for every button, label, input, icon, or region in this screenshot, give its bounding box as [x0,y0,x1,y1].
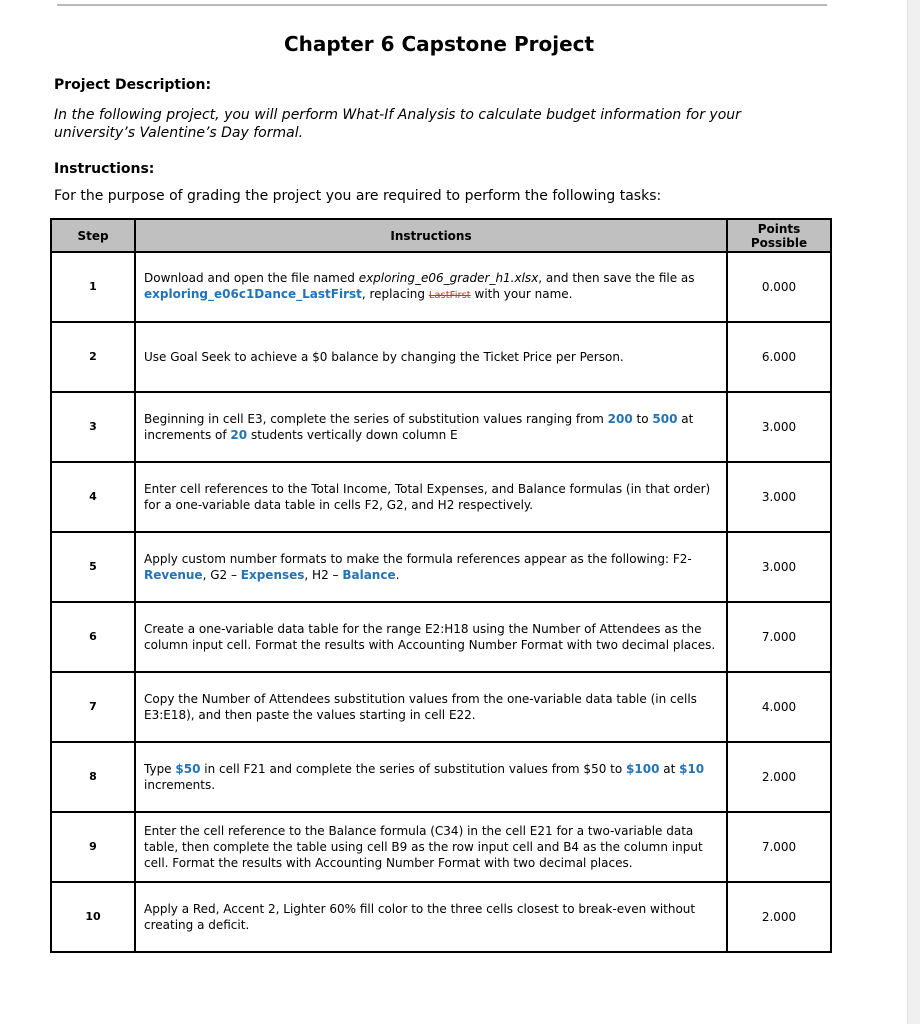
project-description-heading: Project Description: [54,77,212,93]
instruction-text [135,392,727,462]
instruction-text [135,812,727,882]
table-row [51,252,831,322]
instruction-segment: Copy the Number of Attendees substitution values from the one-variable data table (in cells E3:E18), and then paste the values starting in cell E22. [144,692,697,722]
table-header-row [51,219,831,252]
table-row [51,322,831,392]
points-value: 2.000 [727,882,831,952]
instruction-segment: , replacing [361,287,429,301]
instruction-segment: Revenue [144,568,203,582]
instruction-segment: Expenses [240,568,305,582]
step-number: 8 [51,742,135,812]
points-value: 4.000 [727,672,831,742]
instruction-segment: Beginning in cell E3, complete the series of substitution values ranging from [144,412,608,426]
instruction-segment: to [632,412,653,426]
instruction-text [135,742,727,812]
instruction-segment: at [659,762,680,776]
instruction-text [135,252,727,322]
points-value: 6.000 [727,322,831,392]
instruction-text [135,882,727,952]
points-value: 2.000 [727,742,831,812]
instruction-segment: $100 [626,762,660,776]
instruction-segment: students vertically down column E [247,428,458,442]
step-number: 2 [51,322,135,392]
scrollbar[interactable] [907,0,920,1024]
points-value: 3.000 [727,532,831,602]
instruction-segment: Type [144,762,176,776]
instruction-segment: Download and open the file named [144,271,359,285]
instruction-segment: 200 [607,412,633,426]
points-value: 7.000 [727,602,831,672]
table-row [51,812,831,882]
step-number: 1 [51,252,135,322]
table-row [51,462,831,532]
points-value: 7.000 [727,812,831,882]
instruction-segment: exploring_e06_grader_h1.xlsx [358,271,539,285]
instruction-segment: Enter the cell reference to the Balance formula (C34) in the cell E21 for a two-variable data table, then complete the table using cell B9 as the row input cell and B4 as the column input cell. Format the results with Accounting Number Format with two decimal places. [144,824,703,870]
instruction-text [135,672,727,742]
step-number: 5 [51,532,135,602]
step-number: 10 [51,882,135,952]
step-number: 3 [51,392,135,462]
instruction-segment: . [395,568,400,582]
table-row [51,392,831,462]
step-number: 7 [51,672,135,742]
instruction-segment: 20 [230,428,248,442]
step-number: 9 [51,812,135,882]
instruction-text [135,322,727,392]
project-description-text: In the following project, you will perform What-If Analysis to calculate budget information for your university’s Valentine’s Day formal. [54,107,741,141]
purpose-text: For the purpose of grading the project you are required to perform the following tasks: [54,188,662,204]
instruction-segment: LastFirst [428,290,471,301]
top-divider [57,4,827,6]
instruction-segment: Apply a Red, Accent 2, Lighter 60% fill color to the three cells closest to break-even without creating a deficit. [144,902,696,932]
table-row [51,602,831,672]
instruction-segment: $50 [175,762,201,776]
instruction-segment: Enter cell references to the Total Income, Total Expenses, and Balance formulas (in that order) for a one-variable data table in cells F2, G2, and H2 respectively. [144,482,711,512]
step-number: 6 [51,602,135,672]
instruction-text [135,462,727,532]
header-points: Points Possible [727,219,831,252]
instruction-segment: Apply custom number formats to make the formula references appear as the following: F2- [144,552,692,566]
instruction-segment: , G2 – [202,568,241,582]
points-value: 3.000 [727,392,831,462]
instruction-text [135,532,727,602]
instruction-segment: in cell F21 and complete the series of substitution values from $50 to [200,762,627,776]
table-row [51,742,831,812]
tasks-table [50,218,832,953]
instruction-segment: Balance [342,568,396,582]
instruction-segment: at increments of [144,412,694,442]
table-row [51,532,831,602]
points-value: 3.000 [727,462,831,532]
instruction-segment: 500 [652,412,678,426]
instructions-heading: Instructions: [54,161,155,177]
points-value: 0.000 [727,252,831,322]
instruction-segment: increments. [144,778,216,792]
instruction-segment: , and then save the file as [538,271,695,285]
page-title: Chapter 6 Capstone Project [283,32,595,56]
header-instructions: Instructions [135,219,727,252]
step-number: 4 [51,462,135,532]
table-row [51,672,831,742]
instruction-segment: $10 [679,762,705,776]
table-row [51,882,831,952]
instruction-segment: Use Goal Seek to achieve a $0 balance by changing the Ticket Price per Person. [144,350,624,364]
instruction-segment: with your name. [470,287,573,301]
header-step: Step [51,219,135,252]
instruction-segment: exploring_e06c1Dance_LastFirst [144,287,362,301]
instruction-text [135,602,727,672]
instruction-segment: Create a one-variable data table for the range E2:H18 using the Number of Attendees as the column input cell. Format the results with Accounting Number Format with two decimal places. [144,622,716,652]
instruction-segment: , H2 – [304,568,343,582]
